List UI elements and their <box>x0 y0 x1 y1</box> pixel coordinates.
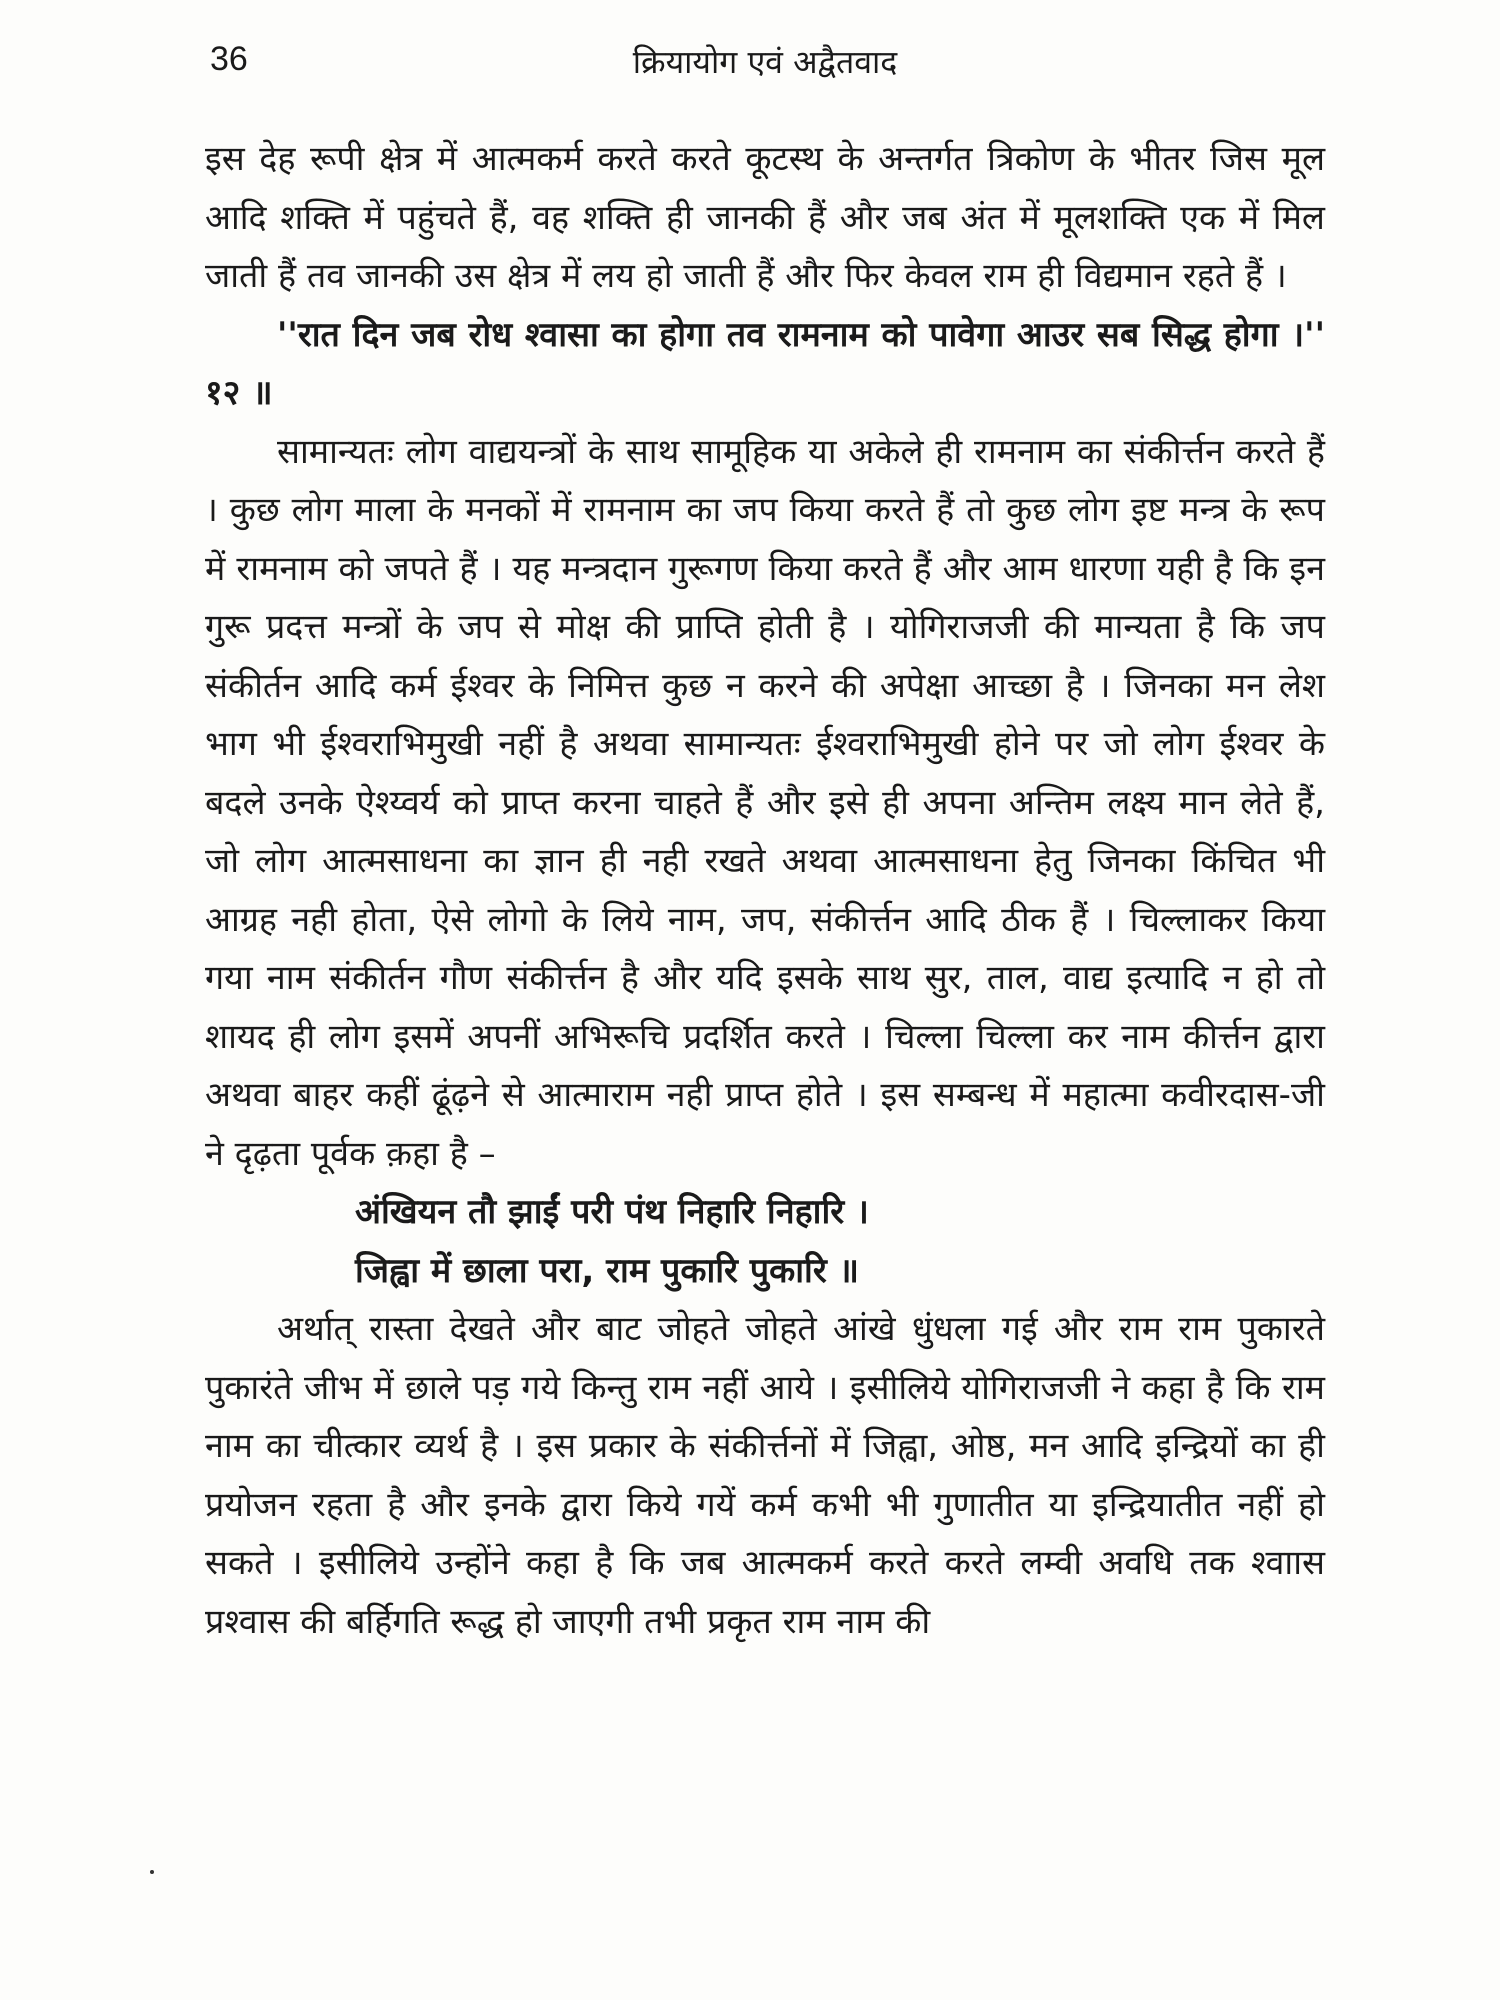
stray-dot <box>150 1870 154 1874</box>
page-number: 36 <box>210 40 248 78</box>
page-header <box>200 40 1330 100</box>
couplet-line-1: अंखियन तौ झाईं परी पंथ निहारि निहारि । <box>355 1192 869 1232</box>
body-text <box>205 130 1325 1651</box>
paragraph-2: सामान्यतः लोग वाद्ययन्त्रों के साथ सामूहिक या अकेले ही रामनाम का संकीर्त्तन करते हैं । कुछ लोग माला के मनकों में रामनाम का जप किया करते हैं तो कुछ लोग इष्ट मन्त्र के रूप में रामनाम को जपते हैं । यह मन्त्रदान गुरूगण किया करते हैं और आम धारणा यही है कि इन गुरू प्रदत्त मन्त्रों के जप से मोक्ष की प्राप्ति होती है । योगिराजजी की मान्यता है कि जप संकीर्तन आदि कर्म ईश्वर के निमित्त कुछ न करने की अपेक्षा आच्छा है । जिनका मन लेश भाग भी ईश्वराभिमुखी नहीं है अथवा सामान्यतः ईश्वराभिमुखी होने पर जो लोग ईश्वर के बदले उनके ऐश्य्वर्य को प्राप्त करना चाहते हैं और इसे ही अपना अन्तिम लक्ष्य मान लेते हैं, जो लोग आत्मसाधना का ज्ञान ही नही रखते अथवा आत्मसाधना हेतु जिनका किंचित भी आग्रह नही होता, ऐसे लोगो के लिये नाम, जप, संकीर्त्तन आदि ठीक हैं । चिल्लाकर किया गया नाम संकीर्तन गौण संकीर्त्तन है और यदि इसके साथ सुर, ताल, वाद्य इत्यादि न हो तो शायद ही लोग इसमें अपनीं अभिरूचि प्रदर्शित करते । चिल्ला चिल्ला कर नाम कीर्त्तन द्वारा अथवा बाहर कहीं ढूंढ़ने से आत्माराम नही प्राप्त होते । इस सम्बन्ध में महात्मा कवीरदास-जी ने दृढ़ता पूर्वक क़हा है – <box>205 431 1325 1174</box>
quoted-sutra: ''रात दिन जब रोध श्वासा का होगा तव रामनाम को पावेगा आउर सब सिद्ध होगा ।'' १२ ॥ <box>205 314 1325 413</box>
couplet-line-2: जिह्वा में छाला परा, राम पुकारि पुकारि ॥ <box>355 1250 859 1291</box>
paragraph-3: अर्थात् रास्ता देखते और बाट जोहते जोहते आंखे धुंधला गई और राम राम पुकारते पुकारंते जीभ में छाले पड़ गये किन्तु राम नहीं आये । इसीलिये योगिराजजी ने कहा है कि राम नाम का चीत्कार व्यर्थ है । इस प्रकार के संकीर्त्तनों में जिह्वा, ओष्ठ, मन आदि इन्द्रियों का ही प्रयोजन रहता है और इनके द्वारा किये गयें कर्म कभी भी गुणातीत या इन्द्रियातीत नहीं हो सकते । इसीलिये उन्होंने कहा है कि जब आत्मकर्म करते करते लम्वी अवधि तक श्वाास प्रश्वास की बर्हिगति रूद्ध हो जाएगी तभी प्रकृत राम नाम की <box>205 1309 1325 1642</box>
running-title: क्रियायोग एवं अद्वैतवाद <box>632 43 898 81</box>
paragraph-1: इस देह रूपी क्षेत्र में आत्मकर्म करते करते कूटस्थ के अन्तर्गत त्रिकोण के भीतर जिस मूल आदि शक्ति में पहुंचते हैं, वह शक्ति ही जानकी हैं और जब अंत में मूलशक्ति एक में मिल जाती हैं तव जानकी उस क्षेत्र में लय हो जाती हैं और फिर केवल राम ही विद्यमान रहते हैं । <box>205 139 1325 296</box>
